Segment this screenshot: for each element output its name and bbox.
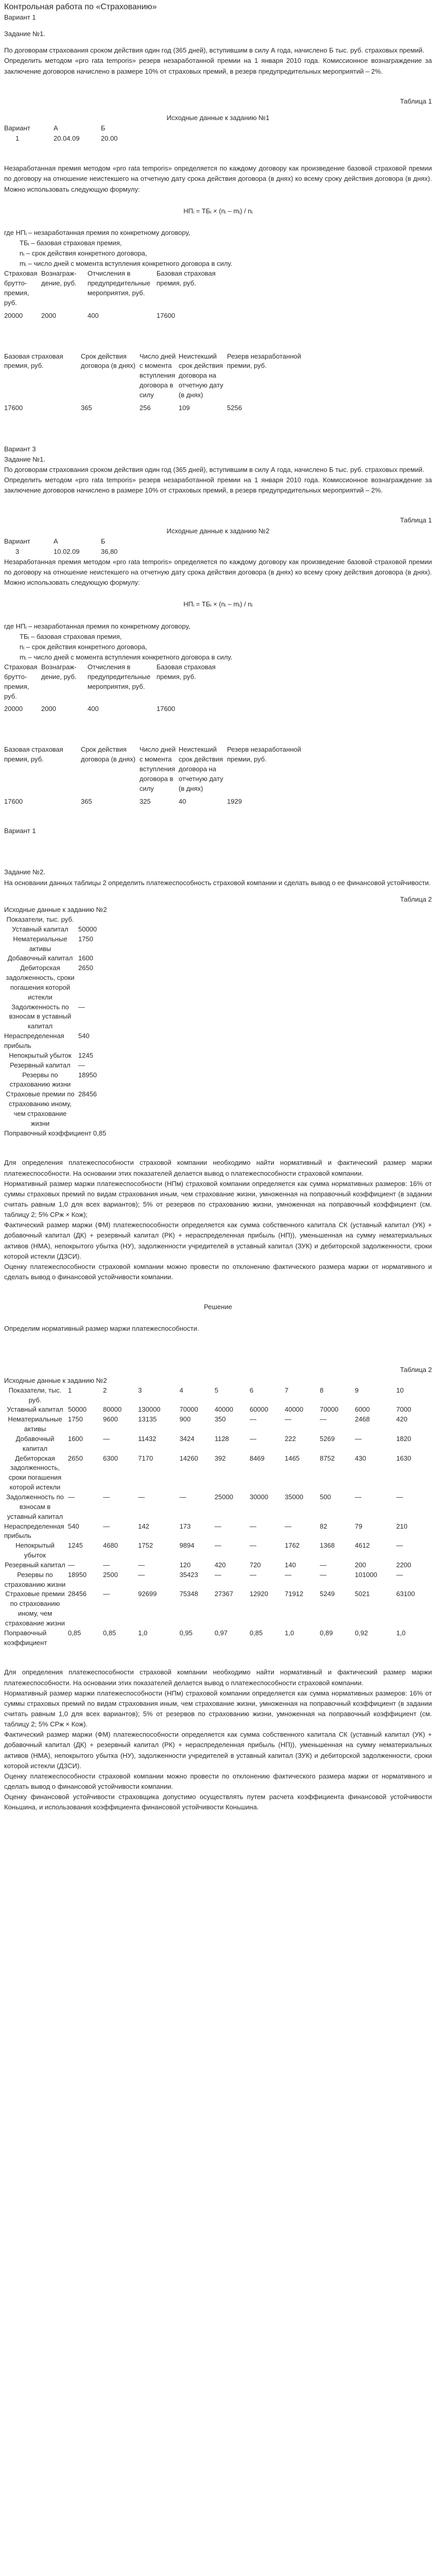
- row-label: Нематериальные активы: [13, 935, 67, 953]
- formula-legend: mᵢ – число дней с момента вступления конкретного договора в силу.: [20, 653, 233, 661]
- table-header: Отчисления в предупредительные мероприятия, руб.: [88, 663, 151, 690]
- table-row: Страховые премии по страхованию иному, чем страхование жизни 28456 — 92699 75348 27367 12920 71912 5249 5021 63100: [5, 1590, 415, 1627]
- formula-legend: где НПᵢ – незаработанная премия по конкретному договору,: [4, 622, 190, 630]
- row-label: Непокрытый убыток: [9, 1051, 72, 1059]
- row-label: Задолженность по взносам в уставный капитал: [9, 1003, 72, 1030]
- table-header: Резерв незаработанной премии, руб.: [227, 352, 301, 370]
- table-header: 9: [355, 1386, 359, 1394]
- explanation-text: Нормативный размер маржи платежеспособности (НПм) страховой компании определяется как сумма нормативных размеров: 16% от суммы страховых премий по видам страхования иным, чем страхование жизни, умноженная на поправочный коэффициент (в задании считать равным 1,0 для всех вариантов); 5% от резервов по страхованию жизни, умноженная на поправочный коэффициент (см. таблицу 2; 5% СРж × Кож).: [4, 1689, 432, 1728]
- table-title: Исходные данные к заданию №2: [4, 905, 107, 913]
- explanation-text: Фактический размер маржи (ФМ) платежеспособности определяется как сумма собственного капитала СК (уставный капитал (УК) + добавочный капитал (ДК) + резервный капитал (РК) + нераспределенная прибыль (НП)), уменьшенная на сумму нематериальных активов (НМА), непокрытого убытка (НУ), задолженности учредителей в уставный капитал (ЗУК) и дебиторской задолженности, сроки которой истекли (ДЗСИ).: [4, 1221, 432, 1260]
- row-label: Дебиторская задолженность, сроки погашения которой истекли: [6, 964, 75, 1001]
- table-row: Поправочный коэффициент 0,85 0,85 1,0 0,95 0,97 0,85 1,0 0,89 0,92 1,0: [4, 1629, 406, 1647]
- table-header: 5: [214, 1386, 219, 1394]
- table-header: А: [54, 124, 58, 132]
- variant-label: Вариант 3: [4, 445, 36, 453]
- task-heading: Задание №2.: [4, 868, 45, 876]
- formula-legend: nᵢ – срок действия конкретного договора,: [20, 249, 147, 258]
- table-title: Исходные данные к заданию №2: [166, 527, 270, 535]
- table-row: Добавочный капитал 1600 — 11432 3424 1128 — 222 5269 — 1820: [15, 1434, 411, 1452]
- table-header: Базовая страховая премия, руб.: [4, 745, 63, 764]
- solution-heading: Решение: [204, 1303, 232, 1311]
- table-cell: 17600: [4, 797, 23, 805]
- variants-table: [4, 1386, 431, 1648]
- table-header: Базовая страховая премия, руб.: [4, 352, 63, 370]
- explanation-text: Оценку платежеспособности страховой компании можно провести по отклонению фактического размера маржи от нормативного и сделать вывод о финансовой устойчивости компании.: [4, 1772, 432, 1791]
- table-cell: 5256: [227, 403, 242, 412]
- calc-table: [4, 663, 220, 714]
- table-header: Показатели, тыс. руб.: [8, 1386, 62, 1404]
- method-explanation: Незаработанная премия методом «pro rata temporis» определяется по каждому договору как произведение базовой страховой премии по договору на отношение неистекшего на отчетную дату срока действия договора (в днях) ко всему сроку действия договора (в днях). Можно использовать следующую формулу:: [4, 164, 432, 193]
- solvency-table: [4, 915, 111, 1138]
- table-row: Резервы по страхованию жизни 18950 2500 — 35423 — — — — 101000 —: [4, 1570, 403, 1588]
- table-header: А: [54, 537, 58, 545]
- table-row: Резервный капитал — — — 120 420 720 140 — 200 2200: [5, 1561, 411, 1569]
- explanation-text: Для определения платежеспособности страховой компании необходимо найти нормативный и фактический размер маржи платежеспособности. На основании этих показателей делается вывод о платежеспособности страховой компании.: [4, 1668, 432, 1687]
- table-header: Б: [101, 537, 106, 545]
- row-label: Резервы по страхованию жизни: [9, 1071, 71, 1089]
- table-row: Дебиторская задолженность, сроки погашения которой истекли 2650 6300 7170 14260 392 8469 1465 8752 430 1630: [8, 1454, 411, 1492]
- table-cell: 400: [88, 311, 99, 319]
- table-cell: 365: [81, 403, 92, 412]
- table-cell: 3: [15, 547, 20, 555]
- table-cell: 365: [81, 797, 92, 805]
- explanation-text: Нормативный размер маржи платежеспособности (НПм) страховой компании определяется как сумма нормативных размеров: 16% от суммы страховых премий по видам страхования иным, чем страхование жизни, умноженная на поправочный коэффициент (в задании считать равным 1,0 для всех вариантов); 5% от резервов по страхованию жизни, умноженная на поправочный коэффициент (см. таблицу 2; 5% СРж × Кож);: [4, 1179, 432, 1219]
- result-table: [4, 352, 311, 413]
- method-explanation: Незаработанная премия методом «pro rata temporis» определяется по каждому договору как произведение базовой страховой премии по договору на отношение неистекшего на отчетную дату срока действия договора (в днях) ко всему сроку действия договора (в днях). Можно использовать следующую формулу:: [4, 557, 432, 587]
- table-row: Уставный капитал 50000 80000 130000 70000 40000 60000 40000 70000 6000 7000: [7, 1405, 411, 1414]
- table-cell: 20000: [4, 311, 23, 319]
- table-header: Вариант: [4, 124, 30, 132]
- table-header: Вознаграж-дение, руб.: [41, 663, 77, 681]
- table-cell: —: [78, 1003, 85, 1011]
- table-cell: 10.02.09: [54, 547, 80, 555]
- table-title: Исходные данные к заданию №1: [166, 113, 270, 122]
- task-condition: На основании данных таблицы 2 определить платежеспособность страховой компании и сделать вывод о ее финансовой устойчивости.: [4, 878, 431, 887]
- table-header: Вариант: [4, 537, 30, 545]
- table-cell: 2000: [41, 705, 56, 713]
- table-header: Число дней с момента вступления договора в силу: [139, 745, 176, 792]
- table-row: Нематериальные активы 1750 9600 13135 900 350 — — — 2468 420: [8, 1415, 408, 1433]
- table-header: 6: [249, 1386, 254, 1394]
- formula-legend: nᵢ – срок действия конкретного договора,: [20, 642, 147, 651]
- task-condition: По договорам страхования сроком действия один год (365 дней), вступившим в силу А года, начислено Б тыс. руб. страховых премий.: [4, 46, 425, 55]
- table-cell: 17600: [156, 705, 176, 713]
- table-header: Б: [101, 124, 106, 132]
- table-number: Таблица 1: [400, 516, 432, 524]
- table-cell: 109: [179, 403, 190, 412]
- table-header: 10: [396, 1386, 404, 1394]
- table-cell: 20.00: [101, 134, 118, 143]
- table-cell: 17600: [156, 311, 176, 319]
- table-cell: 540: [78, 1032, 90, 1040]
- calc-table: [4, 269, 220, 320]
- table-header: Неистекший срок действия договора на отчетную дату (в днях): [179, 745, 223, 792]
- table-header: 8: [320, 1386, 324, 1394]
- explanation-text: Фактический размер маржи (ФМ) платежеспособности определяется как сумма собственного капитала СК (уставный капитал (УК) + добавочный капитал (ДК) + резервный капитал (РК) + нераспределенная прибыль (НП)), уменьшенная на сумму нематериальных активов (НМА), непокрытого убытка (НУ), задолженности учредителей в уставный капитал (ЗУК) и дебиторской задолженности, сроки которой истекли (ДЗСИ).: [4, 1731, 432, 1770]
- table-header: 3: [138, 1386, 142, 1394]
- table-cell: 20000: [4, 705, 23, 713]
- explanation-text: Оценку финансовой устойчивости страховщика допустимо осуществлять путем расчета коэффициента финансовой устойчивости Коньшина, и использования коэффициента финансовой устойчивости Коньшина.: [4, 1793, 432, 1811]
- table-cell: 17600: [4, 403, 23, 412]
- table-header: 2: [103, 1386, 107, 1394]
- table-header: 7: [285, 1386, 289, 1394]
- explanation-text: Для определения платежеспособности страховой компании необходимо найти нормативный и фактический размер маржи платежеспособности. На основании этих показателей делается вывод о платежеспособности страховой компании.: [4, 1159, 432, 1177]
- table-cell: 1245: [78, 1051, 93, 1059]
- table-header: Число дней с момента вступления договора в силу: [139, 352, 176, 399]
- table-header: Базовая страховая премия, руб.: [156, 269, 216, 287]
- table-header: Базовая страховая премия, руб.: [156, 663, 216, 681]
- table-cell: —: [78, 1061, 85, 1069]
- table-header: 1: [68, 1386, 72, 1394]
- explanation-text: Оценку платежеспособности страховой компании можно провести по отклонению фактического размера маржи от нормативного и сделать вывод о финансовой устойчивости компании.: [4, 1262, 432, 1281]
- initial-data-table: [4, 123, 144, 144]
- row-label: Уставный капитал: [12, 925, 68, 933]
- table-cell: 2000: [41, 311, 56, 319]
- formula-legend: где НПᵢ – незаработанная премия по конкретному договору,: [4, 228, 190, 236]
- row-label: Поправочный коэффициент 0,85: [4, 1129, 107, 1137]
- table-row: Нераспределенная прибыль 540 — 142 173 — — — 82 79 210: [4, 1522, 408, 1540]
- formula: НПᵢ = ТБᵢ × (nᵢ – mᵢ) / nᵢ: [183, 207, 253, 215]
- table-cell: 1600: [78, 954, 93, 962]
- table-header: 4: [179, 1386, 183, 1394]
- table-header: Резерв незаработанной премии, руб.: [227, 745, 301, 764]
- table-header: Страховая брутто-премия, руб.: [4, 663, 38, 700]
- table-number: Таблица 2: [400, 895, 432, 903]
- table-header: Страховая брутто-премия, руб.: [4, 269, 38, 307]
- row-label: Страховые премии по страхованию иному, чем страхование жизни: [6, 1090, 75, 1127]
- task-condition-2: Определить методом «pro rata temporis» резерв незаработанной премии на 1 января 2010 года. Комиссионное вознаграждение за заключение договоров начислено в размере 10% от страховых премий, в резерв предупредительных мероприятий – 2%.: [4, 57, 432, 75]
- task-heading: Задание №1.: [4, 30, 45, 38]
- row-label: Добавочный капитал: [7, 954, 73, 962]
- table-cell: 325: [139, 797, 151, 805]
- table-cell: 28456: [78, 1090, 97, 1098]
- table-header: Срок действия договора (в днях): [81, 352, 136, 370]
- table-cell: 18950: [78, 1071, 97, 1079]
- row-label: Резервный капитал: [10, 1061, 71, 1069]
- task-condition-2: Определить методом «pro rata temporis» резерв незаработанной премии на 1 января 2010 года. Комиссионное вознаграждение за заключение договоров начислено в размере 10% от страховых премий, в резерв предупредительных мероприятий – 2%.: [4, 476, 432, 495]
- table-number: Таблица 2: [400, 1366, 432, 1374]
- table-title: Исходные данные к заданию №2: [4, 1376, 107, 1384]
- table-cell: 2650: [78, 964, 93, 972]
- table-number: Таблица 1: [400, 97, 432, 105]
- table-header: Отчисления в предупредительные мероприятия, руб.: [88, 269, 151, 297]
- formula-legend: ТБᵢ – базовая страховая премия,: [20, 632, 122, 640]
- result-table: [4, 745, 311, 806]
- table-cell: 400: [88, 705, 99, 713]
- document-title: Контрольная работа по «Страхованию»: [4, 3, 157, 11]
- formula-legend: mᵢ – число дней с момента вступления конкретного договора в силу.: [20, 260, 233, 268]
- formula-legend: ТБᵢ – базовая страховая премия,: [20, 239, 122, 247]
- table-cell: 1: [15, 134, 20, 143]
- table-cell: 36,80: [101, 547, 118, 555]
- table-cell: 50000: [78, 925, 97, 933]
- table-header: Срок действия договора (в днях): [81, 745, 136, 764]
- table-cell: 1750: [78, 935, 93, 943]
- table-cell: 1929: [227, 797, 242, 805]
- formula: НПᵢ = ТБᵢ × (nᵢ – mᵢ) / nᵢ: [183, 600, 253, 608]
- table-cell: 20.04.09: [54, 134, 80, 143]
- task-condition: По договорам страхования сроком действия один год (365 дней), вступившим в силу А года, начислено Б тыс. руб. страховых премий.: [4, 465, 425, 473]
- variant-label: Вариант 1: [4, 13, 36, 21]
- table-cell: 40: [179, 797, 186, 805]
- task-heading: Задание №1.: [4, 455, 45, 463]
- initial-data-table: [4, 536, 144, 557]
- table-row: Непокрытый убыток 1245 4680 1752 9894 — — 1762 1368 4612 —: [15, 1541, 403, 1560]
- table-header: Показатели, тыс. руб.: [6, 916, 74, 924]
- table-cell: 256: [139, 403, 151, 412]
- row-label: Нераспределенная прибыль: [4, 1032, 64, 1050]
- solution-text: Определим нормативный размер маржи платежеспособности.: [4, 1325, 199, 1333]
- table-header: Вознаграж-дение, руб.: [41, 269, 77, 287]
- table-row: Задолженность по взносам в уставный капитал — — — — 25000 30000 35000 500 — —: [6, 1493, 403, 1520]
- table-header: Неистекший срок действия договора на отчетную дату (в днях): [179, 352, 223, 399]
- variant-label: Вариант 1: [4, 827, 36, 835]
